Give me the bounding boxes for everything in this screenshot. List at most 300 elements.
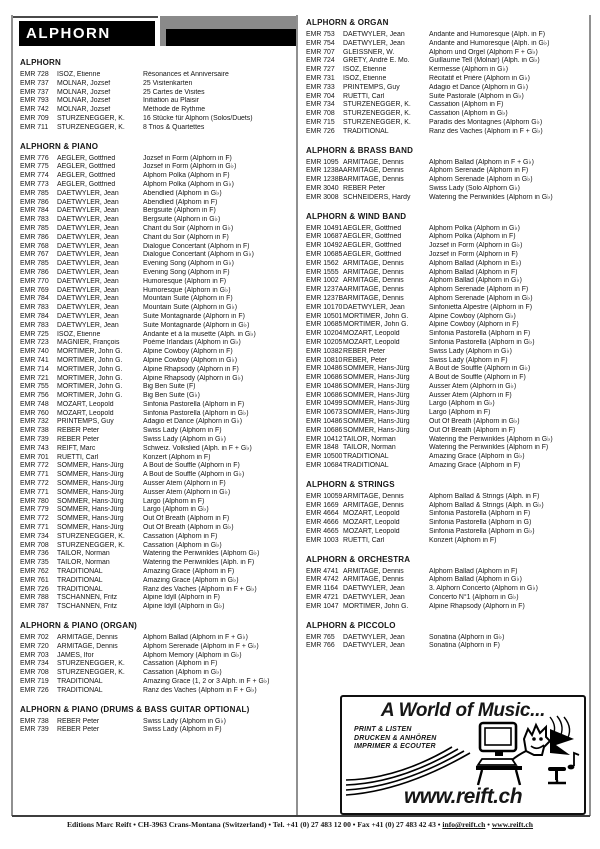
emr-number: EMR 10382 bbox=[306, 347, 343, 355]
composer-name: SOMMER, Hans-Jürg bbox=[57, 497, 124, 505]
emr-number: EMR 711 bbox=[20, 123, 49, 131]
piece-title: Amazing Grace (Alphorn in F) bbox=[143, 568, 235, 576]
composer-name: ARMITAGE, Dennis bbox=[343, 158, 404, 166]
emr-number: EMR 739 bbox=[20, 726, 49, 734]
composer-name: ARMITAGE, Dennis bbox=[343, 492, 404, 500]
catalog-row bbox=[20, 542, 292, 551]
piece-title: Alphorn Ballad (Alphorn in F) bbox=[429, 567, 518, 575]
piece-title: Alpine Cowboy (Alphorn in G♭) bbox=[143, 356, 238, 364]
emr-number: EMR 771 bbox=[20, 471, 49, 479]
catalog-row bbox=[306, 84, 588, 93]
composer-name: MOZART, Leopold bbox=[343, 338, 400, 346]
catalog-row bbox=[306, 75, 588, 84]
emr-number: EMR 765 bbox=[306, 633, 335, 641]
catalog-row bbox=[306, 493, 588, 502]
composer-name: REBER Peter bbox=[57, 726, 100, 734]
section-heading: ALPHORN & PICCOLO bbox=[306, 620, 396, 630]
piece-title: Amazing Grace (Alphorn in F) bbox=[429, 462, 521, 470]
piece-title: Largo (Alphorn in F) bbox=[143, 497, 205, 505]
composer-name: MAGNIER, François bbox=[57, 339, 120, 347]
catalog-row bbox=[306, 101, 588, 110]
footer-email-link[interactable]: info@reift.ch bbox=[442, 820, 486, 829]
emr-number: EMR 742 bbox=[20, 106, 49, 114]
emr-number: EMR 10501 bbox=[306, 312, 343, 320]
composer-name: STURZENEGGER, K. bbox=[57, 114, 125, 122]
header-rule bbox=[12, 16, 158, 18]
emr-number: EMR 743 bbox=[20, 444, 49, 452]
catalog-row bbox=[306, 31, 588, 40]
catalog-section bbox=[20, 56, 292, 133]
composer-name: SOMMER, Hans-Jürg bbox=[343, 409, 410, 417]
catalog-row bbox=[20, 304, 292, 313]
mascot-computer-illustration bbox=[454, 715, 582, 789]
catalog-row bbox=[306, 444, 588, 453]
emr-number: EMR 736 bbox=[20, 550, 49, 558]
piece-title: Alphorn Ballad (Alphorn in G♭) bbox=[429, 277, 522, 285]
composer-name: MOZART, Leopold bbox=[57, 400, 114, 408]
section-heading: ALPHORN bbox=[20, 58, 61, 67]
catalog-row bbox=[20, 375, 292, 384]
emr-number: EMR 708 bbox=[20, 669, 49, 677]
emr-number: EMR 732 bbox=[20, 418, 49, 426]
catalog-row bbox=[306, 286, 588, 295]
catalog-row bbox=[306, 128, 588, 137]
piece-title: Andante and Humoresque (Alph. in G♭) bbox=[429, 39, 550, 47]
composer-name: DAETWYLER, Jean bbox=[343, 585, 405, 593]
composer-name: MORTIMER, John G. bbox=[343, 602, 409, 610]
piece-title: Jozsef in Form (Alphorn in G♭) bbox=[429, 242, 523, 250]
emr-number: EMR 776 bbox=[20, 154, 49, 162]
catalog-row bbox=[20, 550, 292, 559]
emr-number: EMR 784 bbox=[20, 295, 49, 303]
composer-name: SOMMER, Hans-Jürg bbox=[57, 488, 124, 496]
piece-title: Poème Irlandais (Alphorn in G♭) bbox=[143, 339, 241, 347]
catalog-row bbox=[20, 383, 292, 392]
emr-number: EMR 10686 bbox=[306, 391, 343, 399]
piece-title: Big Ben Suite (G♭) bbox=[143, 392, 200, 400]
composer-name: ARMITAGE, Dennis bbox=[343, 259, 404, 267]
emr-number: EMR 715 bbox=[306, 118, 335, 126]
emr-number: EMR 10687 bbox=[306, 233, 343, 241]
piece-title: Evening Song (Alphorn in F) bbox=[143, 268, 230, 276]
catalog-row bbox=[20, 418, 292, 427]
composer-name: DAETWYLER, Jean bbox=[57, 277, 119, 285]
piece-title: Humoresque (Alphorn in F) bbox=[143, 277, 227, 285]
emr-number: EMR 748 bbox=[20, 400, 49, 408]
catalog-section bbox=[20, 612, 292, 696]
piece-title: Sinfonia Pastorella (Alphorn in F) bbox=[429, 330, 531, 338]
piece-title: Suite Montagnarde (Alphorn in F) bbox=[143, 312, 245, 320]
catalog-row bbox=[306, 304, 588, 313]
piece-title: Mountain Suite (Alphorn in G♭) bbox=[143, 304, 238, 312]
composer-name: SOMMER, Hans-Jürg bbox=[57, 506, 124, 514]
column-divider bbox=[296, 15, 298, 816]
piece-title: A Bout de Souffle (Alphorn in F) bbox=[429, 374, 526, 382]
composer-name: RUETTI, Carl bbox=[57, 453, 99, 461]
emr-number: EMR 772 bbox=[20, 462, 49, 470]
piece-title: Swiss Lady (Alphorn in G♭) bbox=[429, 347, 512, 355]
piece-title: Watering the Periwinkles (Alphorn in F) bbox=[429, 444, 549, 452]
composer-name: SOMMER, Hans-Jürg bbox=[57, 462, 124, 470]
composer-name: DAETWYLER, Jean bbox=[343, 31, 405, 38]
emr-number: EMR 10486 bbox=[306, 418, 343, 426]
composer-name: TRADITIONAL bbox=[343, 127, 389, 135]
piece-title: Bergsuite (Alphorn in G♭) bbox=[143, 216, 221, 224]
piece-title: Sinfonia Pastorella (Alphorn in G♭) bbox=[429, 528, 535, 536]
emr-number: EMR 708 bbox=[306, 110, 335, 118]
catalog-row bbox=[20, 410, 292, 419]
catalog-row bbox=[306, 418, 588, 427]
composer-name: SOMMER, Hans-Jürg bbox=[57, 515, 124, 523]
emr-number: EMR 784 bbox=[20, 312, 49, 320]
piece-title: Sinfonia Pastorella (Alphorn in G) bbox=[429, 519, 532, 527]
emr-number: EMR 793 bbox=[20, 97, 49, 105]
catalog-row bbox=[306, 585, 588, 594]
piece-title: Jozsef in Form (Alphorn in F) bbox=[429, 250, 518, 258]
composer-name: MOLNAR, Jozsef bbox=[57, 79, 111, 87]
composer-name: DAETWYLER, Jean bbox=[57, 260, 119, 268]
emr-number: EMR 775 bbox=[20, 163, 49, 171]
piece-title: Amazing Grace (1, 2 or 3 Alph. in F + G♭) bbox=[143, 678, 270, 685]
emr-number: EMR 773 bbox=[20, 180, 49, 188]
catalog-row bbox=[306, 159, 588, 168]
catalog-row bbox=[306, 374, 588, 383]
catalog-row bbox=[20, 234, 292, 243]
emr-number: EMR 1238A bbox=[306, 167, 343, 175]
catalog-row bbox=[306, 313, 588, 322]
composer-name: MOLNAR, Jozsef bbox=[57, 106, 111, 114]
catalog-row bbox=[20, 295, 292, 304]
piece-title: Alphorn Polka (Alphorn in F) bbox=[429, 233, 516, 241]
catalog-section bbox=[306, 471, 588, 546]
emr-number: EMR 1003 bbox=[306, 536, 339, 544]
piece-title: Dialogue Concertant (Alphorn in F) bbox=[143, 242, 250, 250]
composer-name: ARMITAGE, Dennis bbox=[343, 167, 404, 175]
piece-title: Swiss Lady (Alphorn in G♭) bbox=[143, 436, 226, 444]
composer-name: TRADITIONAL bbox=[57, 576, 103, 584]
emr-number: EMR 10686 bbox=[306, 426, 343, 434]
catalog-row bbox=[20, 287, 292, 296]
emr-number: EMR 788 bbox=[20, 594, 49, 602]
composer-name: SCHNEIDERS, Hardy bbox=[343, 193, 411, 201]
composer-name: MORTIMER, John G. bbox=[343, 321, 409, 329]
piece-title: Alpine Cowboy (Alphorn in F) bbox=[143, 348, 233, 356]
world-of-music-ad bbox=[340, 695, 586, 815]
emr-number: EMR 785 bbox=[20, 224, 49, 232]
composer-name: MORTIMER, John G. bbox=[343, 312, 409, 320]
piece-title: Alpine Rhapsody (Alphorn in F) bbox=[143, 365, 239, 373]
section-heading: ALPHORN & PIANO (ORGAN) bbox=[20, 621, 138, 631]
piece-title: Sinfonia Pastorella (Alphorn in G♭) bbox=[429, 338, 535, 346]
catalog-row bbox=[20, 489, 292, 498]
piece-title: Swiss Lady (Alphorn in F) bbox=[429, 356, 508, 364]
emr-number: EMR 724 bbox=[306, 57, 335, 65]
catalog-column-left bbox=[20, 56, 292, 735]
emr-number: EMR 787 bbox=[20, 603, 49, 611]
composer-name: RUETTI, Carl bbox=[343, 536, 385, 544]
composer-name: ARMITAGE, Dennis bbox=[343, 286, 404, 294]
catalog-row bbox=[306, 277, 588, 286]
catalog-row bbox=[20, 163, 292, 172]
emr-number: EMR 1238B bbox=[306, 176, 343, 184]
composer-name: ARMITAGE, Dennis bbox=[57, 642, 118, 650]
composer-name: DAETWYLER, Jean bbox=[343, 594, 405, 602]
piece-title: Out Of Breath (Alphorn in F) bbox=[143, 515, 230, 523]
emr-number: EMR 10412 bbox=[306, 435, 343, 443]
emr-number: EMR 4666 bbox=[306, 519, 339, 527]
catalog-section bbox=[306, 16, 588, 137]
emr-number: EMR 10500 bbox=[306, 453, 343, 461]
emr-number: EMR 704 bbox=[306, 92, 335, 100]
piece-title: Sinfonietta Alpestre (Alphorn in F) bbox=[429, 303, 533, 311]
emr-number: EMR 10170 bbox=[306, 303, 343, 311]
piece-title: A Bout de Souffle (Alphorn in F) bbox=[143, 462, 240, 470]
piece-title: Alpine Rhapsody (Alphorn in G♭) bbox=[143, 374, 244, 382]
composer-name: MORTIMER, John G. bbox=[57, 356, 123, 364]
section-heading: ALPHORN & STRINGS bbox=[306, 479, 395, 489]
emr-number: EMR 785 bbox=[20, 189, 49, 197]
catalog-row bbox=[306, 594, 588, 603]
piece-title: Largo (Alphorn in G♭) bbox=[143, 506, 209, 514]
emr-number: EMR 1164 bbox=[306, 585, 339, 593]
catalog-row bbox=[306, 634, 588, 643]
catalog-row bbox=[306, 348, 588, 357]
piece-title: Swiss Lady (Alphorn in F) bbox=[143, 427, 222, 435]
catalog-row bbox=[20, 669, 292, 678]
emr-number: EMR 779 bbox=[20, 506, 49, 514]
emr-number: EMR 770 bbox=[20, 277, 49, 285]
emr-number: EMR 737 bbox=[20, 88, 49, 96]
emr-number: EMR 726 bbox=[20, 686, 49, 694]
piece-title: Concerto N°1 (Alphorn in G♭) bbox=[429, 594, 519, 602]
composer-name: ISOZ, Etienne bbox=[343, 74, 387, 82]
catalog-row bbox=[306, 339, 588, 348]
emr-number: EMR 741 bbox=[20, 356, 49, 364]
emr-number: EMR 754 bbox=[306, 39, 335, 47]
catalog-row bbox=[306, 225, 588, 234]
composer-name: ARMITAGE, Dennis bbox=[343, 567, 404, 575]
catalog-row bbox=[20, 652, 292, 661]
emr-number: EMR 10491 bbox=[306, 224, 343, 232]
catalog-row bbox=[20, 322, 292, 331]
piece-title: Alphorn Serenade (Alphorn in F + G♭) bbox=[143, 642, 259, 650]
emr-number: EMR 766 bbox=[306, 642, 335, 650]
emr-number: EMR 735 bbox=[20, 559, 49, 567]
composer-name: GLEISSNER, W. bbox=[343, 48, 395, 56]
piece-title: Alphorn Ballad (Alphorn in E♭) bbox=[429, 259, 522, 267]
catalog-row bbox=[306, 119, 588, 128]
piece-title: Ranz des Vaches (Alphorn in F + G♭) bbox=[429, 127, 543, 135]
emr-number: EMR 723 bbox=[20, 339, 49, 347]
composer-name: DAETWYLER, Jean bbox=[343, 303, 405, 311]
emr-number: EMR 726 bbox=[306, 127, 335, 135]
composer-name: AEGLER, Gottfried bbox=[343, 250, 402, 258]
emr-number: EMR 785 bbox=[20, 260, 49, 268]
piece-title: Alpine Idyll (Alphorn in F) bbox=[143, 594, 220, 602]
catalog-row bbox=[20, 462, 292, 471]
composer-name: MOLNAR, Jozsef bbox=[57, 88, 111, 96]
emr-number: EMR 10499 bbox=[306, 400, 343, 408]
composer-name: DAETWYLER, Jean bbox=[57, 198, 119, 206]
catalog-row bbox=[20, 577, 292, 586]
emr-number: EMR 1848 bbox=[306, 444, 339, 452]
piece-title: Andante and Humoresque (Alph. in F) bbox=[429, 31, 546, 38]
section-heading: ALPHORN & BRASS BAND bbox=[306, 145, 414, 155]
composer-name: STURZENEGGER, K. bbox=[57, 660, 125, 668]
piece-title: Big Ben Suite (F) bbox=[143, 383, 196, 391]
composer-name: AEGLER, Gottfried bbox=[343, 233, 402, 241]
emr-number: EMR 756 bbox=[20, 392, 49, 400]
catalog-row bbox=[20, 216, 292, 225]
emr-number: EMR 739 bbox=[20, 436, 49, 444]
composer-name: ARMITAGE, Dennis bbox=[57, 634, 118, 642]
composer-name: SOMMER, Hans-Jürg bbox=[57, 524, 124, 532]
composer-name: TSCHANNEN, Fritz bbox=[57, 603, 118, 611]
composer-name: AEGLER, Gottfried bbox=[57, 180, 116, 188]
composer-name: STURZENEGGER, K. bbox=[343, 101, 411, 109]
ad-line-fr: IMPRIMER & ECOUTER bbox=[354, 743, 436, 750]
piece-title: Suite Pastorale (Alphorn in G♭) bbox=[429, 92, 524, 100]
piece-title: Alphorn Serenade (Alphorn in F) bbox=[429, 167, 529, 175]
catalog-row bbox=[306, 642, 588, 651]
piece-title: Alpine Cowboy (Alphorn G♭) bbox=[429, 312, 516, 320]
composer-name: DAETWYLER, Jean bbox=[57, 304, 119, 312]
catalog-row bbox=[306, 392, 588, 401]
composer-name: MOZART, Leopold bbox=[343, 330, 400, 338]
piece-title: Watering the Periwinkles (Alphorn in G♭) bbox=[429, 193, 553, 201]
composer-name: ISOZ, Etienne bbox=[343, 66, 387, 74]
composer-name: DAETWYLER, Jean bbox=[57, 224, 119, 232]
piece-title: Watering the Periwinkles (Alphorn G♭) bbox=[143, 550, 260, 558]
composer-name: ARMITAGE, Dennis bbox=[343, 176, 404, 184]
composer-name: ISOZ, Etienne bbox=[57, 330, 101, 338]
piece-title: Kermesse (Alphorn in G♭) bbox=[429, 66, 509, 74]
catalog-section bbox=[306, 137, 588, 203]
emr-number: EMR 1562 bbox=[306, 259, 339, 267]
composer-name: AEGLER, Gottfried bbox=[57, 172, 116, 180]
catalog-row bbox=[20, 445, 292, 454]
piece-title: Jozsef in Form (Alphorn in F) bbox=[143, 154, 232, 162]
emr-number: EMR 771 bbox=[20, 488, 49, 496]
catalog-row bbox=[306, 436, 588, 445]
catalog-row bbox=[20, 243, 292, 252]
piece-title: Alphorn Ballad (Alphorn in G♭) bbox=[429, 576, 522, 584]
piece-title: Suite Montagnarde (Alphorn in G♭) bbox=[143, 321, 250, 329]
composer-name: TRADITIONAL bbox=[57, 678, 103, 685]
piece-title: Ausser Atem (Alphorn in G♭) bbox=[143, 488, 231, 496]
emr-number: EMR 4665 bbox=[306, 528, 339, 536]
catalog-row bbox=[20, 172, 292, 181]
composer-name: DAETWYLER, Jean bbox=[57, 295, 119, 303]
emr-number: EMR 783 bbox=[20, 321, 49, 329]
composer-name: MOZART, Leopold bbox=[57, 409, 114, 417]
emr-number: EMR 783 bbox=[20, 216, 49, 224]
composer-name: DAETWYLER, Jean bbox=[57, 268, 119, 276]
composer-name: AEGLER, Gottfried bbox=[57, 154, 116, 162]
composer-name: STURZENEGGER, K. bbox=[57, 669, 125, 677]
emr-number: EMR 774 bbox=[20, 172, 49, 180]
piece-title: Initiation au Plaisir bbox=[143, 97, 199, 105]
catalog-row bbox=[20, 357, 292, 366]
composer-name: SOMMER, Hans-Jürg bbox=[343, 382, 410, 390]
catalog-row bbox=[306, 400, 588, 409]
piece-title: Alphorn Polka (Alphorn in F) bbox=[143, 172, 230, 180]
composer-name: MORTIMER, John G. bbox=[57, 348, 123, 356]
emr-number: EMR 703 bbox=[20, 651, 49, 659]
catalog-row bbox=[306, 321, 588, 330]
emr-number: EMR 727 bbox=[306, 66, 335, 74]
composer-name: DAETWYLER, Jean bbox=[57, 207, 119, 215]
catalog-row bbox=[306, 510, 588, 519]
emr-number: EMR 734 bbox=[20, 660, 49, 668]
piece-title: Dialogue Concertant (Alphorn in G♭) bbox=[143, 251, 254, 259]
emr-number: EMR 10673 bbox=[306, 409, 343, 417]
emr-number: EMR 772 bbox=[20, 515, 49, 523]
emr-number: EMR 731 bbox=[306, 74, 335, 82]
composer-name: SOMMER, Hans-Jürg bbox=[343, 400, 410, 408]
composer-name: SOMMER, Hans-Jürg bbox=[343, 418, 410, 426]
catalog-row bbox=[20, 427, 292, 436]
piece-title: Alphorn Ballad (Alphorn in F) bbox=[429, 268, 518, 276]
catalog-row bbox=[20, 392, 292, 401]
catalog-row bbox=[20, 533, 292, 542]
left-column-rule bbox=[11, 15, 13, 816]
catalog-row bbox=[20, 594, 292, 603]
emr-number: EMR 762 bbox=[20, 568, 49, 576]
catalog-row bbox=[20, 603, 292, 612]
piece-title: Out Of Breath (Alphorn in G♭) bbox=[143, 524, 234, 532]
catalog-row bbox=[306, 242, 588, 251]
catalog-row bbox=[306, 537, 588, 546]
catalog-row bbox=[20, 726, 292, 735]
composer-name: JAMES, Ifor bbox=[57, 651, 94, 659]
composer-name: REBER Peter bbox=[57, 436, 100, 444]
composer-name: SOMMER, Hans-Jürg bbox=[343, 365, 410, 373]
section-heading: ALPHORN & ORCHESTRA bbox=[306, 554, 411, 564]
emr-number: EMR 701 bbox=[20, 453, 49, 461]
composer-name: DAETWYLER, Jean bbox=[57, 189, 119, 197]
emr-number: EMR 760 bbox=[20, 409, 49, 417]
composer-name: STURZENEGGER, K. bbox=[343, 110, 411, 118]
footer-site-link[interactable]: www.reift.ch bbox=[491, 820, 534, 829]
piece-title: Alphorn Ballad & Strings (Alph. in G♭) bbox=[429, 501, 544, 509]
emr-number: EMR 725 bbox=[20, 330, 49, 338]
emr-number: EMR 10486 bbox=[306, 365, 343, 373]
catalog-row bbox=[20, 339, 292, 348]
composer-name: DAETWYLER, Jean bbox=[343, 39, 405, 47]
piece-title: Chant du Soir (Alphorn in F) bbox=[143, 233, 229, 241]
emr-number: EMR 1237B bbox=[306, 294, 343, 302]
emr-number: EMR 738 bbox=[20, 717, 49, 725]
emr-number: EMR 10492 bbox=[306, 242, 343, 250]
composer-name: PRINTEMPS, Guy bbox=[57, 418, 114, 426]
piece-title: Alpine Rhapsody (Alphorn in F) bbox=[429, 602, 525, 610]
catalog-row bbox=[20, 643, 292, 652]
emr-number: EMR 1047 bbox=[306, 602, 339, 610]
catalog-row bbox=[20, 687, 292, 696]
composer-name: TAILOR, Norman bbox=[343, 444, 396, 452]
catalog-row bbox=[20, 124, 292, 133]
catalog-row bbox=[20, 80, 292, 89]
emr-number: EMR 1555 bbox=[306, 268, 339, 276]
composer-name: RUETTI, Carl bbox=[343, 92, 385, 100]
header-black-bar bbox=[166, 29, 296, 46]
piece-title: Sonatina (Alphorn in G♭) bbox=[429, 633, 505, 641]
composer-name: STURZENEGGER, K. bbox=[57, 123, 125, 131]
emr-number: EMR 755 bbox=[20, 383, 49, 391]
catalog-row bbox=[20, 181, 292, 190]
catalog-row bbox=[306, 260, 588, 269]
